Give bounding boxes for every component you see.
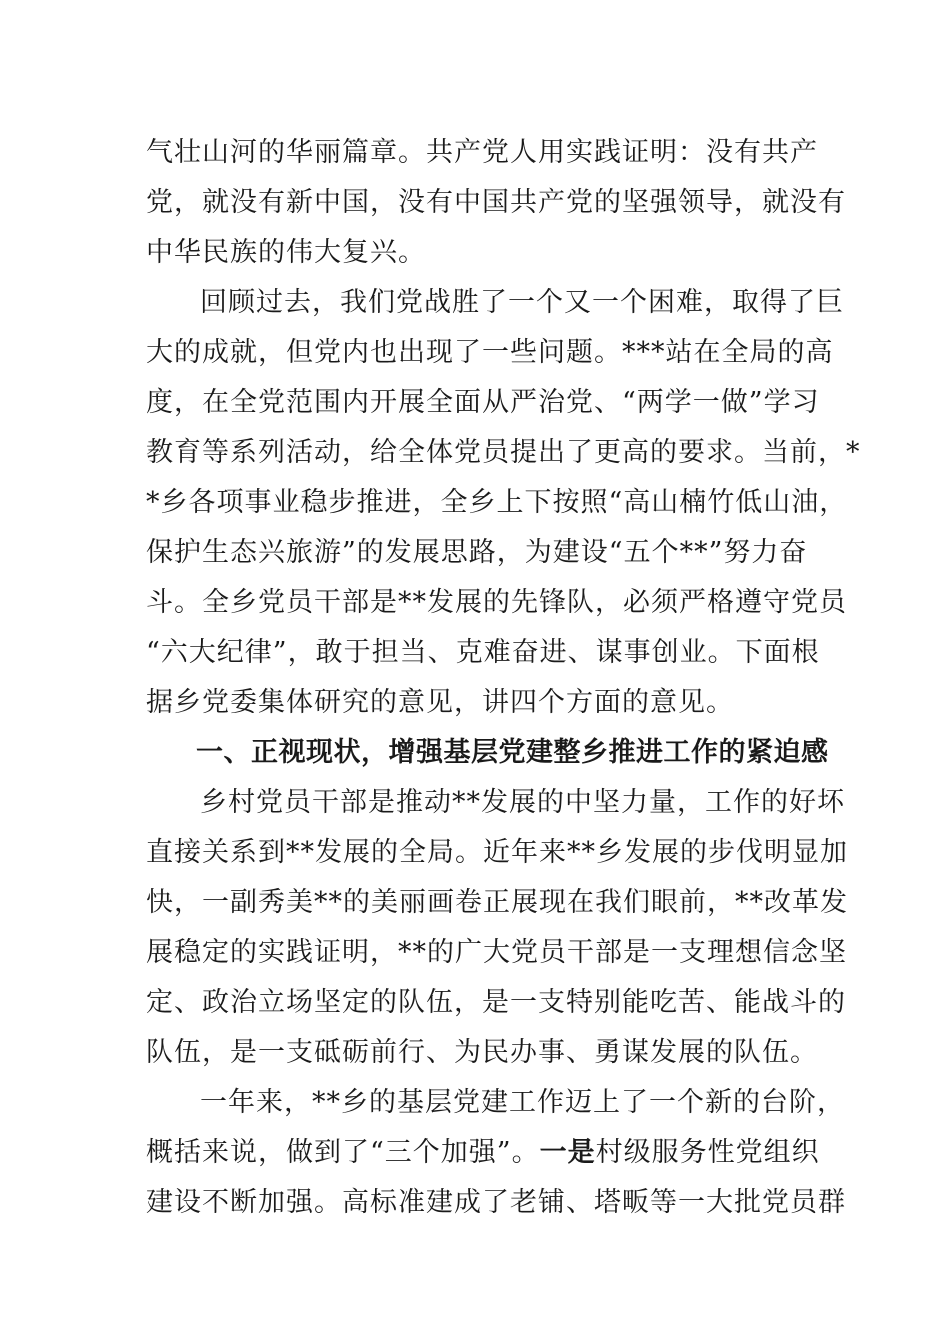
text-line: *乡各项事业稳步推进，全乡上下按照“高山楠竹低山油， bbox=[146, 487, 848, 518]
text-line: 一年来，**乡的基层党建工作迈上了一个新的台阶， bbox=[200, 1087, 845, 1118]
text-line: 直接关系到**发展的全局。近年来**乡发展的步伐明显加 bbox=[146, 837, 848, 868]
text-line: 党，就没有新中国，没有中国共产党的坚强领导，就没有 bbox=[146, 187, 846, 218]
text-line: 教育等系列活动，给全体党员提出了更高的要求。当前，* bbox=[146, 437, 861, 468]
text-line bbox=[146, 1128, 820, 1178]
text-line: 保护生态兴旅游”的发展思路，为建设“五个**”努力奋 bbox=[146, 537, 808, 568]
text-run: 村级服务性党组织 bbox=[595, 1137, 820, 1168]
text-run: 概括来说，做到了“三个加强”。 bbox=[146, 1137, 540, 1168]
document-body bbox=[146, 128, 861, 1228]
text-line: 乡村党员干部是推动**发展的中坚力量，工作的好坏 bbox=[200, 787, 845, 818]
text-line: 队伍，是一支砥砺前行、为民办事、勇谋发展的队伍。 bbox=[146, 1037, 818, 1068]
text-line: “六大纪律”，敢于担当、克难奋进、谋事创业。下面根 bbox=[146, 637, 820, 668]
text-line: 回顾过去，我们党战胜了一个又一个困难，取得了巨 bbox=[200, 287, 844, 318]
paragraph-1 bbox=[146, 128, 846, 278]
section-heading-1 bbox=[146, 728, 829, 778]
text-line: 大的成就，但党内也出现了一些问题。***站在全局的高 bbox=[146, 337, 834, 368]
paragraph-2 bbox=[146, 278, 861, 728]
text-line: 中华民族的伟大复兴。 bbox=[146, 237, 426, 268]
text-line: 斗。全乡党员干部是**发展的先锋队，必须严格遵守党员 bbox=[146, 587, 847, 618]
text-line: 据乡党委集体研究的意见，讲四个方面的意见。 bbox=[146, 687, 734, 718]
section-heading-text: 一、正视现状，增强基层党建整乡推进工作的紧迫感 bbox=[196, 737, 829, 768]
text-line: 定、政治立场坚定的队伍，是一支特别能吃苦、能战斗的 bbox=[146, 987, 846, 1018]
text-line: 建设不断加强。高标准建成了老铺、塔畈等一大批党员群 bbox=[146, 1187, 846, 1218]
text-line: 度，在全党范围内开展全面从严治党、“两学一做”学习 bbox=[146, 387, 820, 418]
paragraph-4 bbox=[146, 1078, 846, 1228]
text-line: 快，一副秀美**的美丽画卷正展现在我们眼前，**改革发 bbox=[146, 887, 848, 918]
paragraph-3 bbox=[146, 778, 848, 1078]
emphasis-text: 一是 bbox=[539, 1137, 596, 1168]
text-line: 气壮山河的华丽篇章。共产党人用实践证明：没有共产 bbox=[146, 137, 818, 168]
text-line: 展稳定的实践证明，**的广大党员干部是一支理想信念坚 bbox=[146, 937, 847, 968]
